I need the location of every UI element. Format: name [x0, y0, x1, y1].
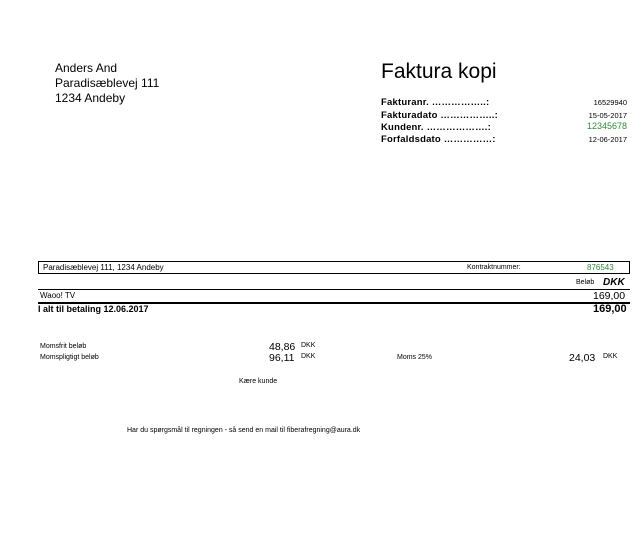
contract-number-value: 876543 — [587, 263, 614, 272]
due-date-value: 12-06-2017 — [588, 135, 627, 144]
header-divider — [38, 289, 630, 290]
vat-currency: DKK — [603, 353, 618, 360]
contact-message: Har du spørgsmål til regningen - så send en mail til fiberafregning@aura.dk — [127, 427, 361, 434]
vat-rate-label: Moms 25% — [397, 354, 433, 361]
vat-free-currency: DKK — [301, 342, 316, 349]
invoice-date-value: 15-05-2017 — [588, 111, 627, 120]
vat-liable-amount: 96,11 — [269, 352, 295, 364]
greeting: Kære kunde — [239, 378, 278, 385]
recipient-city: 1234 Andeby — [55, 91, 126, 105]
page-title: Faktura kopi — [381, 60, 497, 83]
vat-liable-label: Momspligtigt beløb — [40, 354, 99, 361]
recipient-street: Paradisæblevej 111 — [55, 76, 160, 90]
contract-number-label: Kontraktnummer: — [467, 264, 521, 271]
total-label: I alt til betaling 12.06.2017 — [38, 304, 149, 314]
vat-free-amount: 48,86 — [269, 341, 296, 353]
vat-free-label: Momsfrit beløb — [40, 343, 87, 350]
recipient-address — [55, 61, 159, 106]
invoice-number-label: Fakturanr. ……………..: — [381, 97, 490, 108]
vat-amount: 24,03 — [569, 352, 596, 364]
amount-header: Beløb — [576, 279, 595, 286]
contract-address: Paradisæblevej 111, 1234 Andeby — [43, 263, 164, 272]
vat-liable-currency: DKK — [301, 353, 316, 360]
recipient-name: Anders And — [55, 61, 118, 75]
customer-number-label: Kundenr. ……………….: — [381, 122, 492, 133]
currency-header: DKK — [603, 277, 625, 288]
line-item-amount: 169,00 — [593, 290, 626, 302]
invoice-date-label: Fakturadato ……………..: — [381, 110, 498, 121]
line-item-name: Waoo! TV — [40, 291, 76, 300]
customer-number-value: 12345678 — [586, 121, 627, 131]
total-amount: 169,00 — [593, 303, 627, 315]
due-date-label: Forfaldsdato ……………: — [381, 134, 496, 145]
invoice-number-value: 16529940 — [593, 98, 627, 107]
